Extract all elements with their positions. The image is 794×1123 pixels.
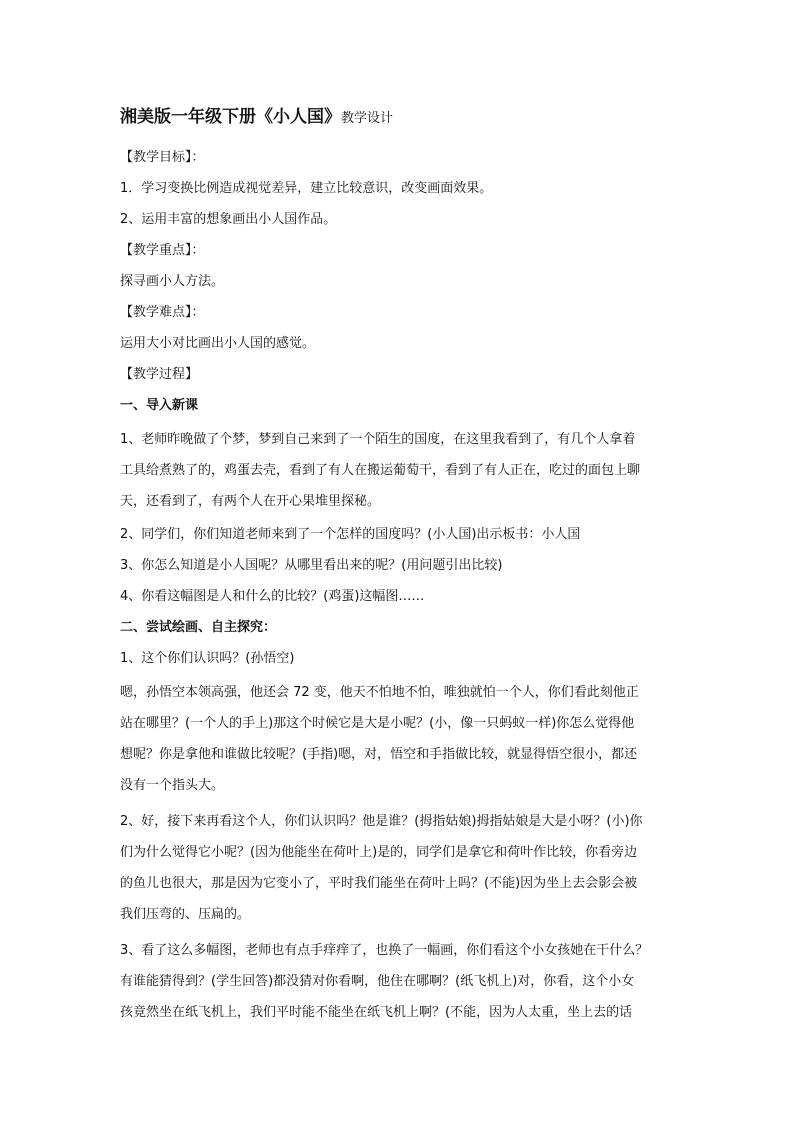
explore-paragraph-3 [120,806,676,930]
paragraph-line: 有谁能猜得到？(学生回答)都没猜对你看啊，他住在哪啊？(纸飞机上)对，你看，这个小女 [120,974,635,989]
intro-paragraph-1 [120,424,676,517]
objectives-heading: 【教学目标】： [120,150,205,165]
paragraph-line: 的鱼儿也很大，那是因为它变小了，平时我们能坐在荷叶上吗？(不能)因为坐上去会影会被 [120,876,638,891]
title-suffix: 教学设计 [341,111,394,126]
paragraph-line: 想呢？你是拿他和谁做比较呢？(手指)嗯，对，悟空和手指做比较，就显得悟空很小，都还 [120,747,638,762]
paragraph-line: 1、老师昨晚做了个梦，梦到自己来到了一个陌生的国度，在这里我看到了，有几个人拿着 [120,432,636,447]
paragraph-line: 孩竟然坐在纸飞机上，我们平时能不能坐在纸飞机上啊？(不能，因为人太重，坐上去的话 [120,1005,633,1020]
paragraph-line: 们为什么觉得它小呢？(因为他能坐在荷叶上)是的，同学们是拿它和荷叶作比较，你看旁边 [120,845,638,860]
paragraph-line: 嗯，孙悟空本领高强，他还会 72 变，他天不怕地不怕，唯独就怕一个人，你们看此刻他正 [120,685,639,700]
document-title [120,104,676,132]
paragraph-line: 2、好，接下来再看这个人，你们认识吗？他是谁？(拇指姑娘)拇指姑娘是大是小呀？(小)你 [120,814,643,829]
difficulty-text: 运用大小对比画出小人国的感觉。 [120,336,316,351]
paragraph-line: 没有一个指头大。 [120,778,225,793]
paragraph-line: 3、看了这么多幅图，老师也有点手痒痒了，也换了一幅画，你们看这个小女孩她在干什么？ [120,943,649,958]
objective-item-1: 1．学习变换比例造成视觉差异，建立比较意识，改变画面效果。 [120,181,493,196]
section-heading-intro: 一、导入新课 [120,398,199,413]
objective-item-2: 2、运用丰富的想象画出小人国作品。 [120,212,337,227]
process-heading: 【教学过程】 [120,367,199,382]
paragraph-line: 工具给煮熟了的，鸡蛋去壳，看到了有人在搬运葡萄干，看到了有人正在，吃过的面包上聊 [120,463,641,478]
paragraph-line: 我们压弯的、压扁的。 [120,907,251,922]
explore-paragraph-4 [120,935,676,1028]
difficulty-heading: 【教学难点】： [120,305,205,320]
paragraph-line: 天，还看到了，有两个人在开心果堆里探秘。 [120,494,381,509]
keypoint-text: 探寻画小人方法。 [120,274,225,289]
paragraph-line: 站在哪里？(一个人的手上)那这个时候它是大是小呢？(小，像一只蚂蚁一样)你怎么觉得他 [120,716,635,731]
document-body [120,104,676,1033]
section-heading-explore: 二、尝试绘画、自主探究： [120,620,277,635]
intro-paragraph-4: 4、你看这幅图是人和什么的比较？(鸡蛋)这幅图…… [120,589,425,604]
explore-paragraph-2 [120,677,676,801]
explore-paragraph-1: 1、这个你们认识吗？(孙悟空) [120,651,295,666]
keypoint-heading: 【教学重点】： [120,243,205,258]
intro-paragraph-2: 2、同学们，你们知道老师来到了一个怎样的国度吗？(小人国)出示板书：小人国 [120,527,581,542]
title-main: 湘美版一年级下册《小人国》 [120,107,341,127]
intro-paragraph-3: 3、你怎么知道是小人国呢？从哪里看出来的呢？(用问题引出比较) [120,558,503,573]
